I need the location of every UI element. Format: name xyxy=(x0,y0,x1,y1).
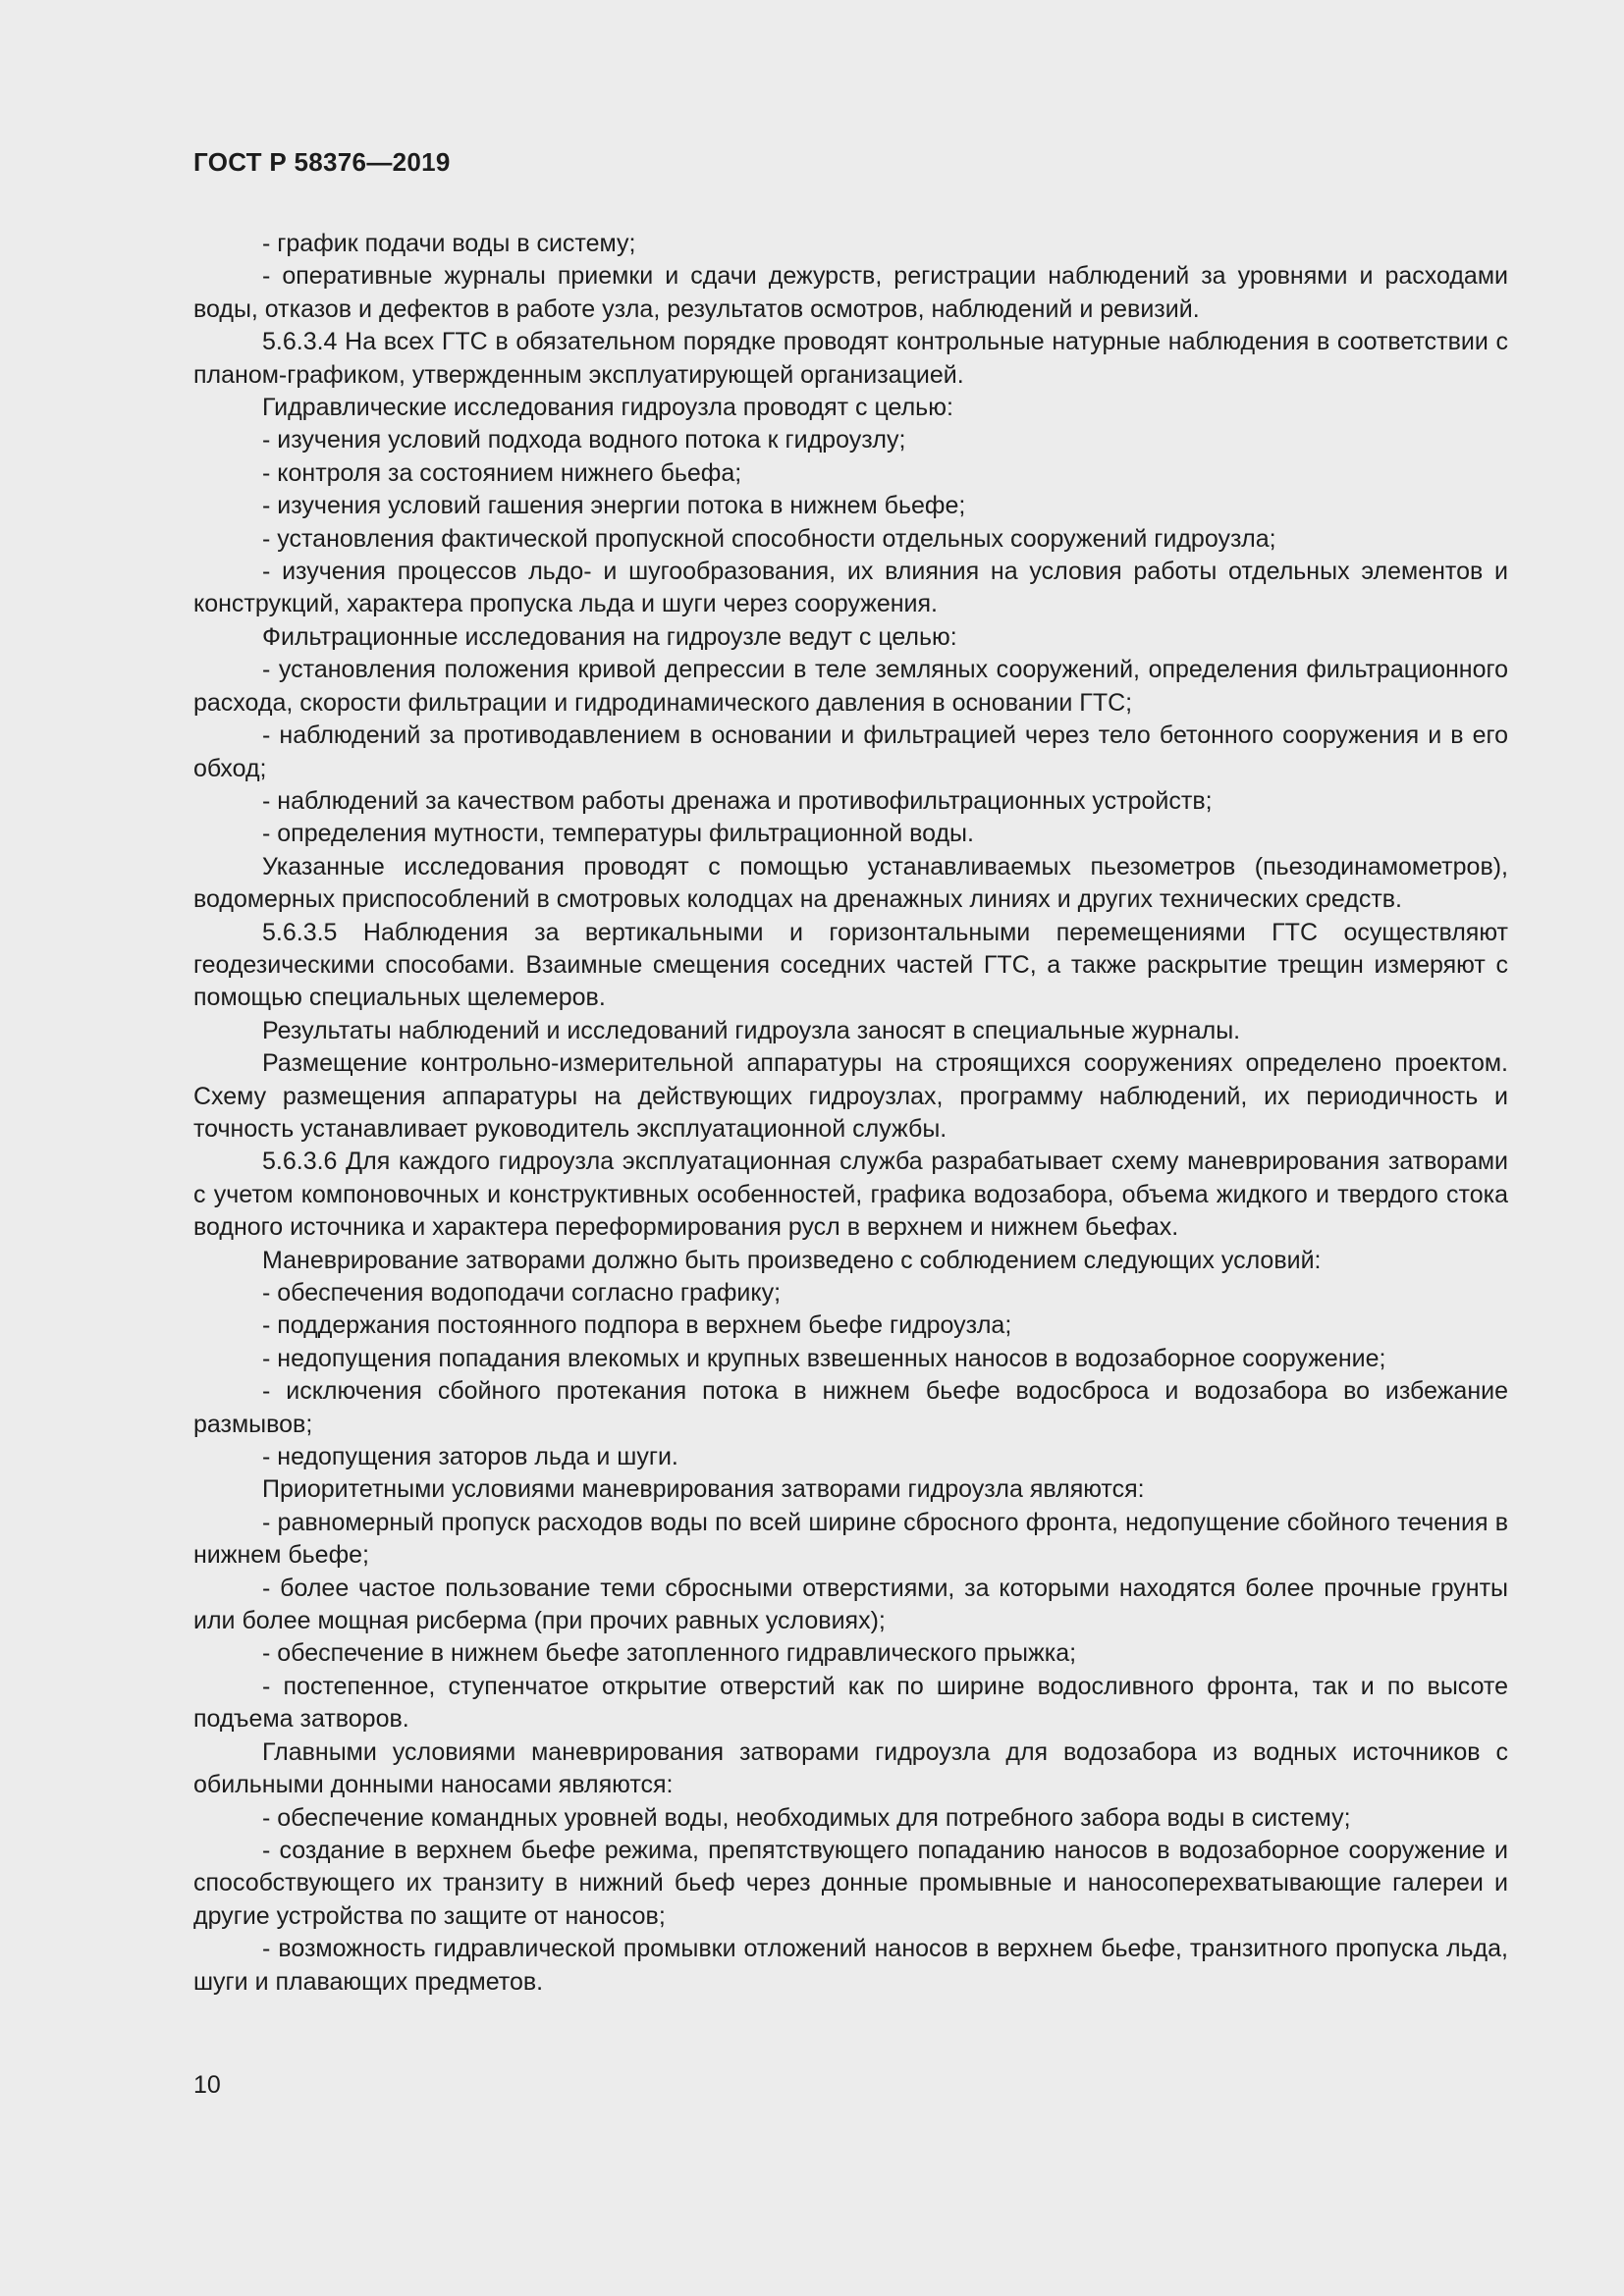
paragraph: - установления положения кривой депрессии в теле земляных сооружений, определения фильтрационного расхода, скорости фильтрации и гидродинамического давления в основании ГТС; xyxy=(193,656,1508,717)
paragraph: 5.6.3.6 Для каждого гидроузла эксплуатационная служба разрабатывает схему маневрирования затворами с учетом компоновочных и конструктивных особенностей, графика водозабора, объема жидкого и твердого стока водного источника и характера переформирования русл в верхнем и нижнем бьефах. xyxy=(193,1148,1508,1242)
paragraph: Главными условиями маневрирования затворами гидроузла для водозабора из водных источников с обильными донными наносами являются: xyxy=(193,1737,1508,1799)
paragraph: Результаты наблюдений и исследований гидроузла заносят в специальные журналы. xyxy=(262,1016,1241,1044)
paragraph: - равномерный пропуск расходов воды по всей ширине сбросного фронта, недопущение сбойного течения в нижнем бьефе; xyxy=(193,1508,1508,1570)
document-header: ГОСТ Р 58376—2019 xyxy=(193,147,451,177)
paragraph: - постепенное, ступенчатое открытие отверстий как по ширине водосливного фронта, так и по высоте подъема затворов. xyxy=(193,1672,1508,1734)
paragraph: Размещение контрольно-измерительной аппаратуры на строящихся сооружениях определено проектом. Схему размещения аппаратуры на действующих гидроузлах, программу наблюдений, их периодичность и точность устанавливает руководитель эксплуатационной службы. xyxy=(193,1049,1508,1143)
paragraph: - обеспечение командных уровней воды, необходимых для потребного забора воды в систему; xyxy=(262,1803,1351,1832)
paragraph: - контроля за состоянием нижнего бьефа; xyxy=(262,458,742,487)
paragraph: - обеспечение в нижнем бьефе затопленного гидравлического прыжка; xyxy=(262,1639,1077,1668)
paragraph: - недопущения попадания влекомых и крупных взвешенных наносов в водозаборное сооружение; xyxy=(262,1344,1386,1372)
paragraph: - изучения условий гашения энергии потока в нижнем бьефе; xyxy=(262,492,966,520)
paragraph: Указанные исследования проводят с помощью устанавливаемых пьезометров (пьезодинамометров), водомерных приспособлений в смотровых колодцах на дренажных линиях и других технических средств. xyxy=(193,852,1508,914)
paragraph: - обеспечения водоподачи согласно графику; xyxy=(262,1279,782,1307)
paragraph: 5.6.3.5 Наблюдения за вертикальными и горизонтальными перемещениями ГТС осуществляют геодезическими способами. Взаимные смещения соседних частей ГТС, а также раскрытие трещин измеряют с помощью специальных щелемеров. xyxy=(193,918,1508,1012)
paragraph: - оперативные журналы приемки и сдачи дежурств, регистрации наблюдений за уровнями и расходами воды, отказов и дефектов в работе узла, результатов осмотров, наблюдений и ревизий. xyxy=(193,262,1508,323)
paragraph: Приоритетными условиями маневрирования затворами гидроузла являются: xyxy=(262,1475,1145,1504)
paragraph: Маневрирование затворами должно быть произведено с соблюдением следующих условий: xyxy=(262,1246,1322,1274)
paragraph: - создание в верхнем бьефе режима, препятствующего попаданию наносов в водозаборное сооружение и способствующего их транзиту в нижний бьеф через донные промывные и наносоперехватывающие галереи и другие устройства по защите от наносов; xyxy=(193,1836,1508,1930)
paragraph: - наблюдений за качеством работы дренажа и противофильтрационных устройств; xyxy=(262,786,1213,815)
paragraph: - изучения условий подхода водного потока к гидроузлу; xyxy=(262,426,906,454)
paragraph: - график подачи воды в систему; xyxy=(262,230,636,257)
paragraph: Фильтрационные исследования на гидроузле ведут с целью: xyxy=(262,622,957,651)
paragraph: - наблюдений за противодавлением в основании и фильтрацией через тело бетонного сооружения и в его обход; xyxy=(193,721,1508,782)
paragraph: - возможность гидравлической промывки отложений наносов в верхнем бьефе, транзитного пропуска льда, шуги и плавающих предметов. xyxy=(193,1935,1508,1996)
paragraph: - изучения процессов льдо- и шугообразования, их влияния на условия работы отдельных элементов и конструкций, характера пропуска льда и шуги через сооружения. xyxy=(193,558,1508,618)
paragraph: 5.6.3.4 На всех ГТС в обязательном порядке проводят контрольные натурные наблюдения в соответствии с планом-графиком, утвержденным эксплуатирующей организацией. xyxy=(193,328,1508,389)
document-body xyxy=(193,228,1508,1999)
paragraph: - исключения сбойного протекания потока в нижнем бьефе водосброса и водозабора во избежание размывов; xyxy=(193,1377,1508,1438)
paragraph: - установления фактической пропускной способности отдельных сооружений гидроузла; xyxy=(262,524,1276,553)
paragraph: - определения мутности, температуры фильтрационной воды. xyxy=(262,820,974,848)
paragraph: - более частое пользование теми сбросными отверстиями, за которыми находятся более прочные грунты или более мощная рисберма (при прочих равных условиях); xyxy=(193,1574,1508,1635)
paragraph: - недопущения заторов льда и шуги. xyxy=(262,1443,678,1471)
paragraph: - поддержания постоянного подпора в верхнем бьефе гидроузла; xyxy=(262,1311,1012,1340)
paragraph: Гидравлические исследования гидроузла проводят с целью: xyxy=(262,394,953,422)
page-number: 10 xyxy=(193,2071,221,2099)
